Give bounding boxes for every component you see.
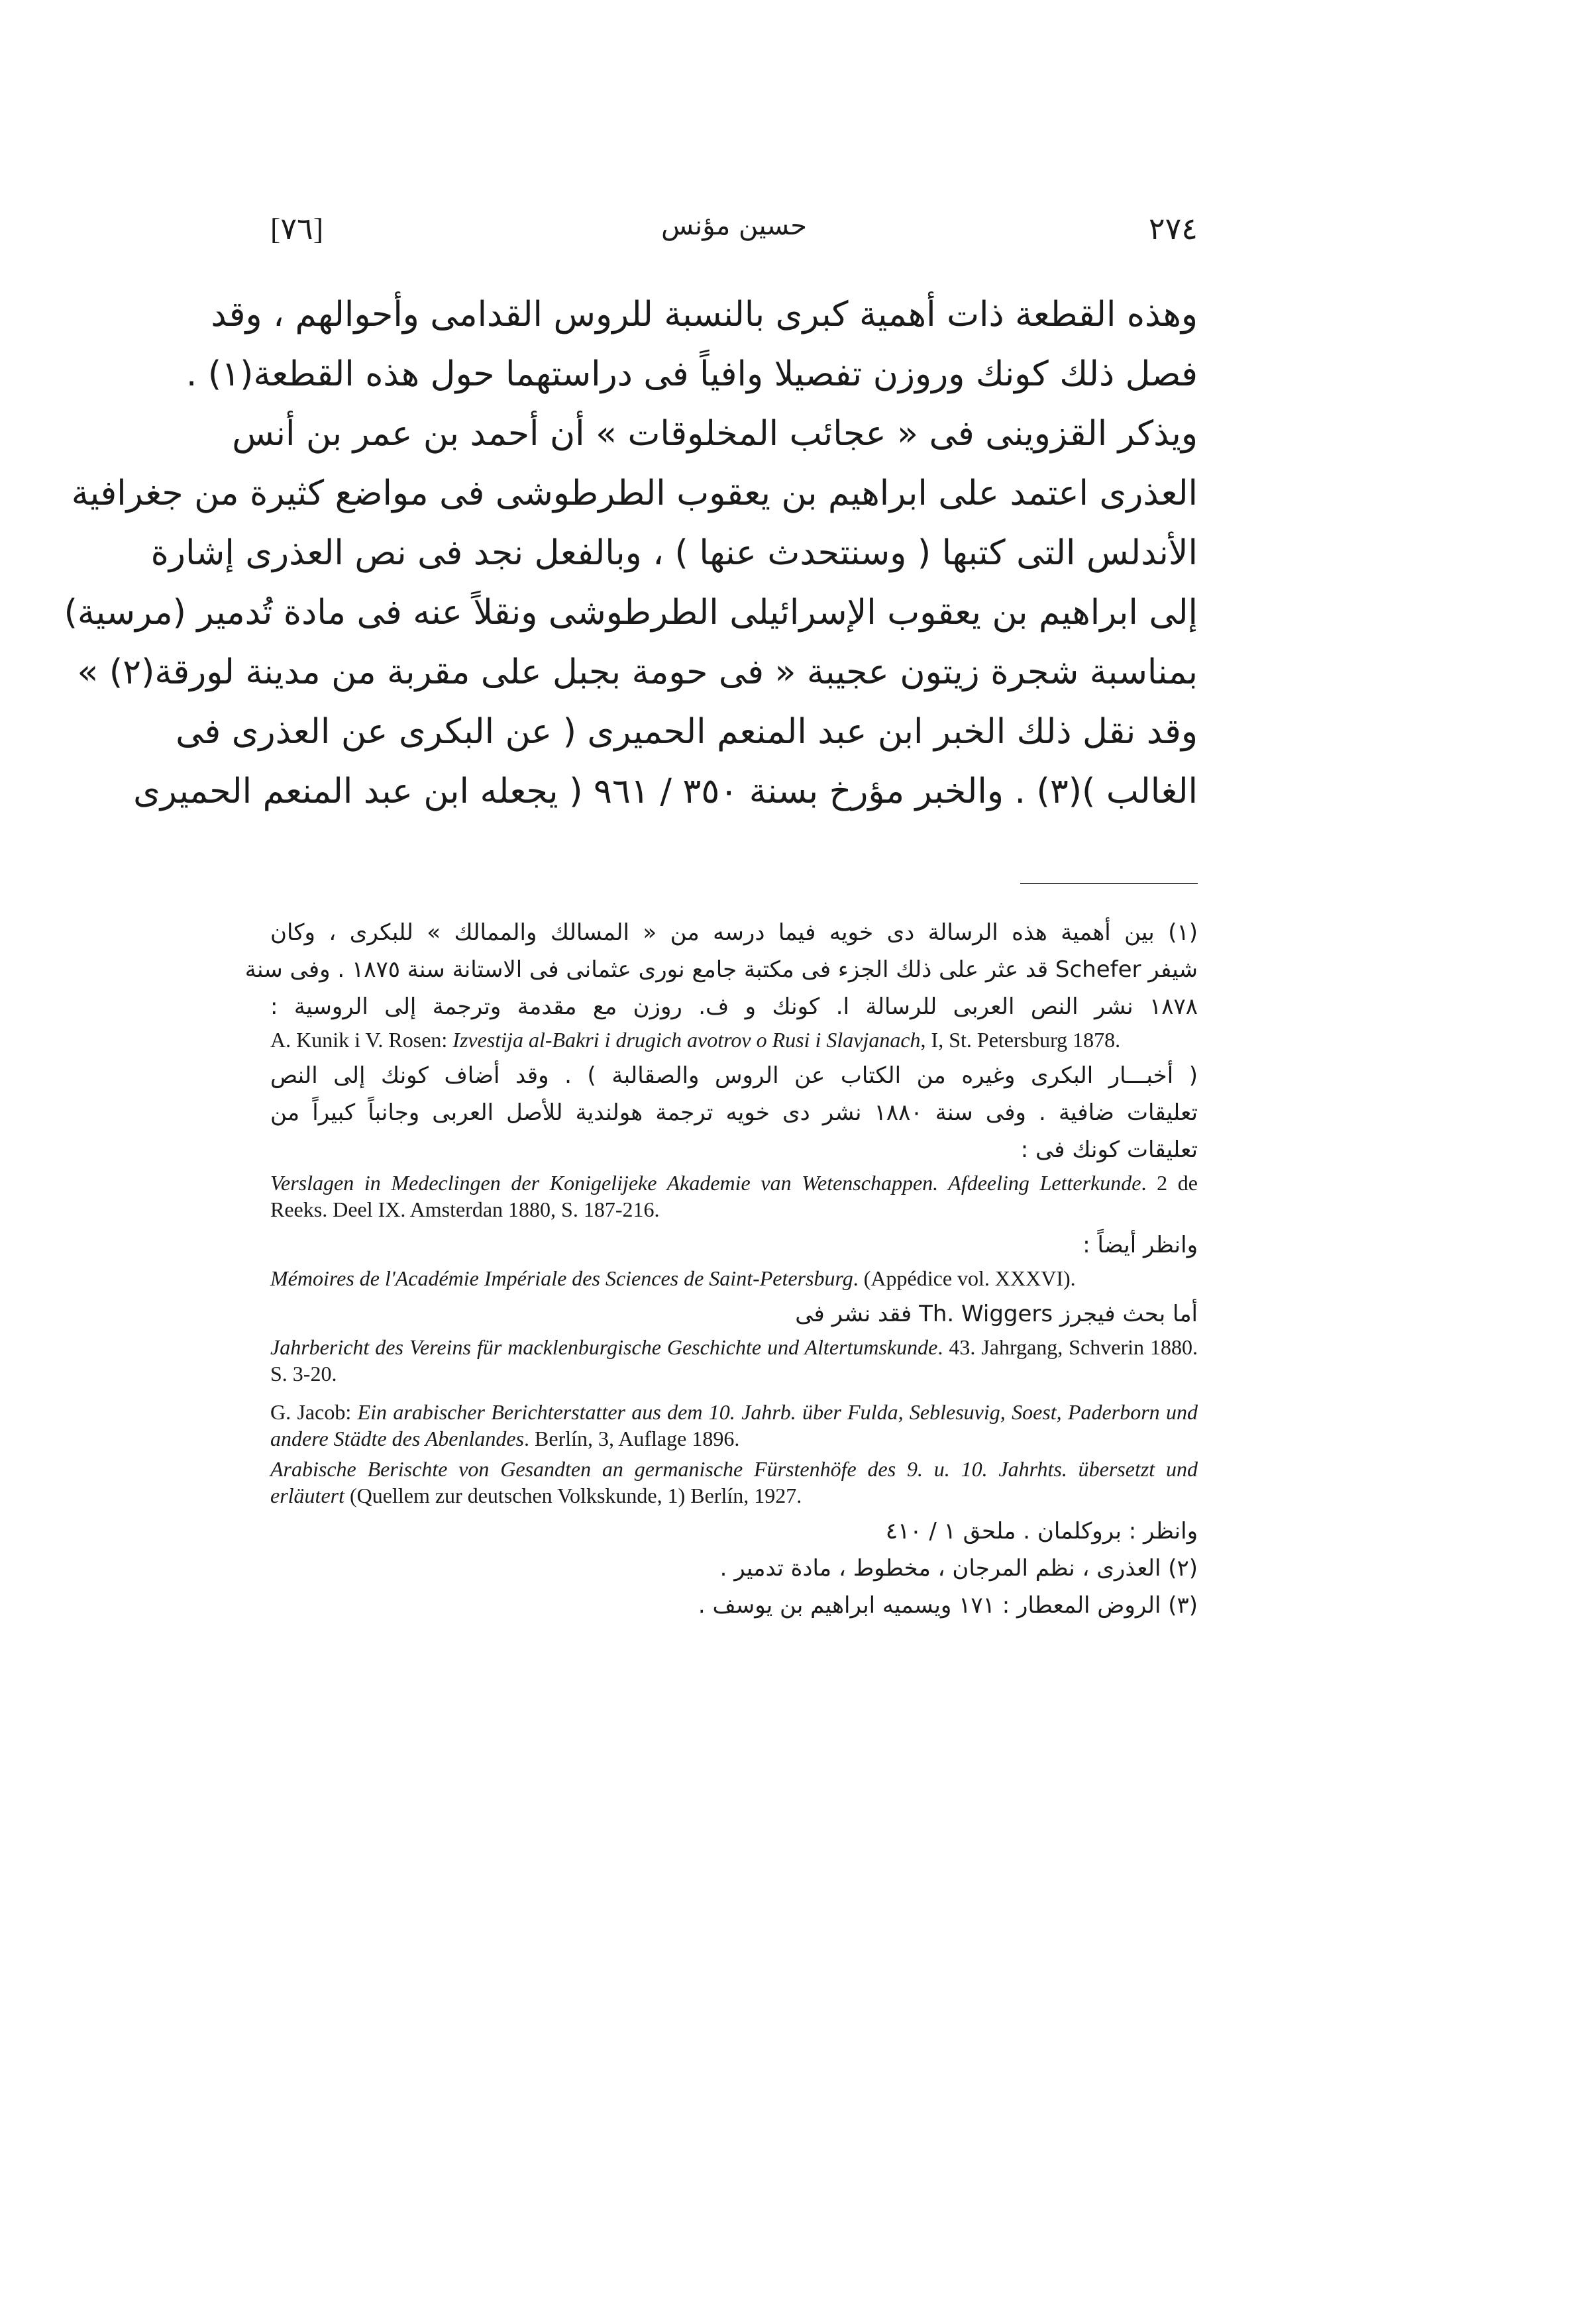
body-line: وهذه القطعة ذات أهمية كبرى بالنسبة للروس القدامى وأحوالهم ، وقد — [211, 295, 1198, 334]
running-head-author: حسين مؤنس — [661, 211, 807, 241]
body-line: فصل ذلك كونك وروزن تفصيلا وافياً فى دراستهما حول هذه القطعة(١) . — [185, 354, 1198, 394]
footnote-1-line: ( أخبـــار البكرى وغيره من الكتاب عن الروس والصقالبة ) . وقد أضاف كونك إلى النص — [270, 1062, 1198, 1089]
citation-kunik: A. Kunik i V. Rosen: Izvestija al-Bakri i drugich avotrov o Rusi i Slavjanach, I, St. Petersburg 1878. — [270, 1028, 1121, 1052]
citation-jahrbericht: Jahrbericht des Vereins für macklenburgische Geschichte und Altertumskunde. 43. Jahrgang, Schverin 1880. S. 3-20. — [270, 1335, 1198, 1386]
citation-memoires: Mémoires de l'Académie Impériale des Sciences de Saint-Petersburg. (Appédice vol. XXXVI). — [270, 1266, 1076, 1290]
wiggers-line: أما بحث فيجرز Th. Wiggers فقد نشر فى — [795, 1301, 1198, 1327]
citation-verslagen: Verslagen in Medeclingen der Konigelijeke Akademie van Wetenschappen. Afdeeling Letterkunde. 2 de Reeks. Deel IX. Amsterdan 1880, S. 187-216. — [270, 1171, 1198, 1221]
footnote-1-line: شيفر Schefer قد عثر على ذلك الجزء فى مكتبة جامع نورى عثمانى فى الاستانة سنة ١٨٧٥ . وفى سنة — [244, 956, 1198, 983]
footnote-1-line: (١) بين أهمية هذه الرسالة دى خويه فيما درسه من « المسالك والممالك » للبكرى ، وكان — [270, 919, 1198, 946]
page-header — [270, 211, 1198, 264]
body-line: الغالب )(٣) . والخبر مؤرخ بسنة ٣٥٠ / ٩٦١ ( يجعله ابن عبد المنعم الحميرى — [133, 772, 1198, 811]
footnote-separator — [1020, 883, 1198, 884]
citation-jacob: G. Jacob: Ein arabischer Berichterstatter aus dem 10. Jahrb. über Fulda, Seblesuvig, Soest, Paderborn und andere Städte des Abenlandes. Berlín, 3, Auflage 1896. — [270, 1400, 1198, 1450]
body-line: وقد نقل ذلك الخبر ابن عبد المنعم الحميرى ( عن البكرى عن العذرى فى — [176, 712, 1198, 752]
body-line: إلى ابراهيم بن يعقوب الإسرائيلى الطرطوشى ونقلاً عنه فى مادة تُدمير (مرسية) — [64, 593, 1198, 632]
footnote-1-line: ١٨٧٨ نشر النص العربى للرسالة ا. كونك و ف. روزن مع مقدمة وترجمة إلى الروسية : — [270, 993, 1198, 1020]
body-line: بمناسبة شجرة زيتون عجيبة « فى حومة بجبل على مقربة من مدينة لورقة(٢) » — [77, 652, 1198, 692]
footnote-3: (٣) الروض المعطار : ١٧١ ويسميه ابراهيم بن يوسف . — [698, 1592, 1198, 1619]
citation-arabische: Arabische Berischte von Gesandten an germanische Fürstenhöfe des 9. u. 10. Jahrhts. übersetzt und erläutert (Quellem zur deutschen Volkskunde, 1) Berlín, 1927. — [270, 1457, 1198, 1507]
page-number: ٢٧٤ — [1148, 211, 1198, 246]
see-also-line: وانظر أيضاً : — [1082, 1232, 1198, 1258]
bracket-page-number: [٧٦] — [270, 212, 324, 246]
body-line: ويذكر القزوينى فى « عجائب المخلوقات » أن أحمد بن عمر بن أنس — [232, 414, 1198, 454]
main-text — [64, 285, 1198, 821]
footnote-1-line: تعليقات ضافية . وفى سنة ١٨٨٠ نشر دى خويه ترجمة هولندية للأصل العربى وجانباً كبيراً من — [270, 1099, 1198, 1126]
brockelmann-line: وانظر : بروكلمان . ملحق ١ / ٤١٠ — [885, 1518, 1198, 1544]
body-line: العذرى اعتمد على ابراهيم بن يعقوب الطرطوشى فى مواضع كثيرة من جغرافية — [71, 474, 1198, 513]
footnote-1-line: تعليقات كونك فى : — [1020, 1137, 1198, 1163]
body-line: الأندلس التى كتبها ( وسنتحدث عنها ) ، وبالفعل نجد فى نص العذرى إشارة — [150, 533, 1198, 573]
footnotes — [244, 914, 1198, 1624]
footnote-2: (٢) العذرى ، نظم المرجان ، مخطوط ، مادة تدمير . — [719, 1555, 1198, 1582]
